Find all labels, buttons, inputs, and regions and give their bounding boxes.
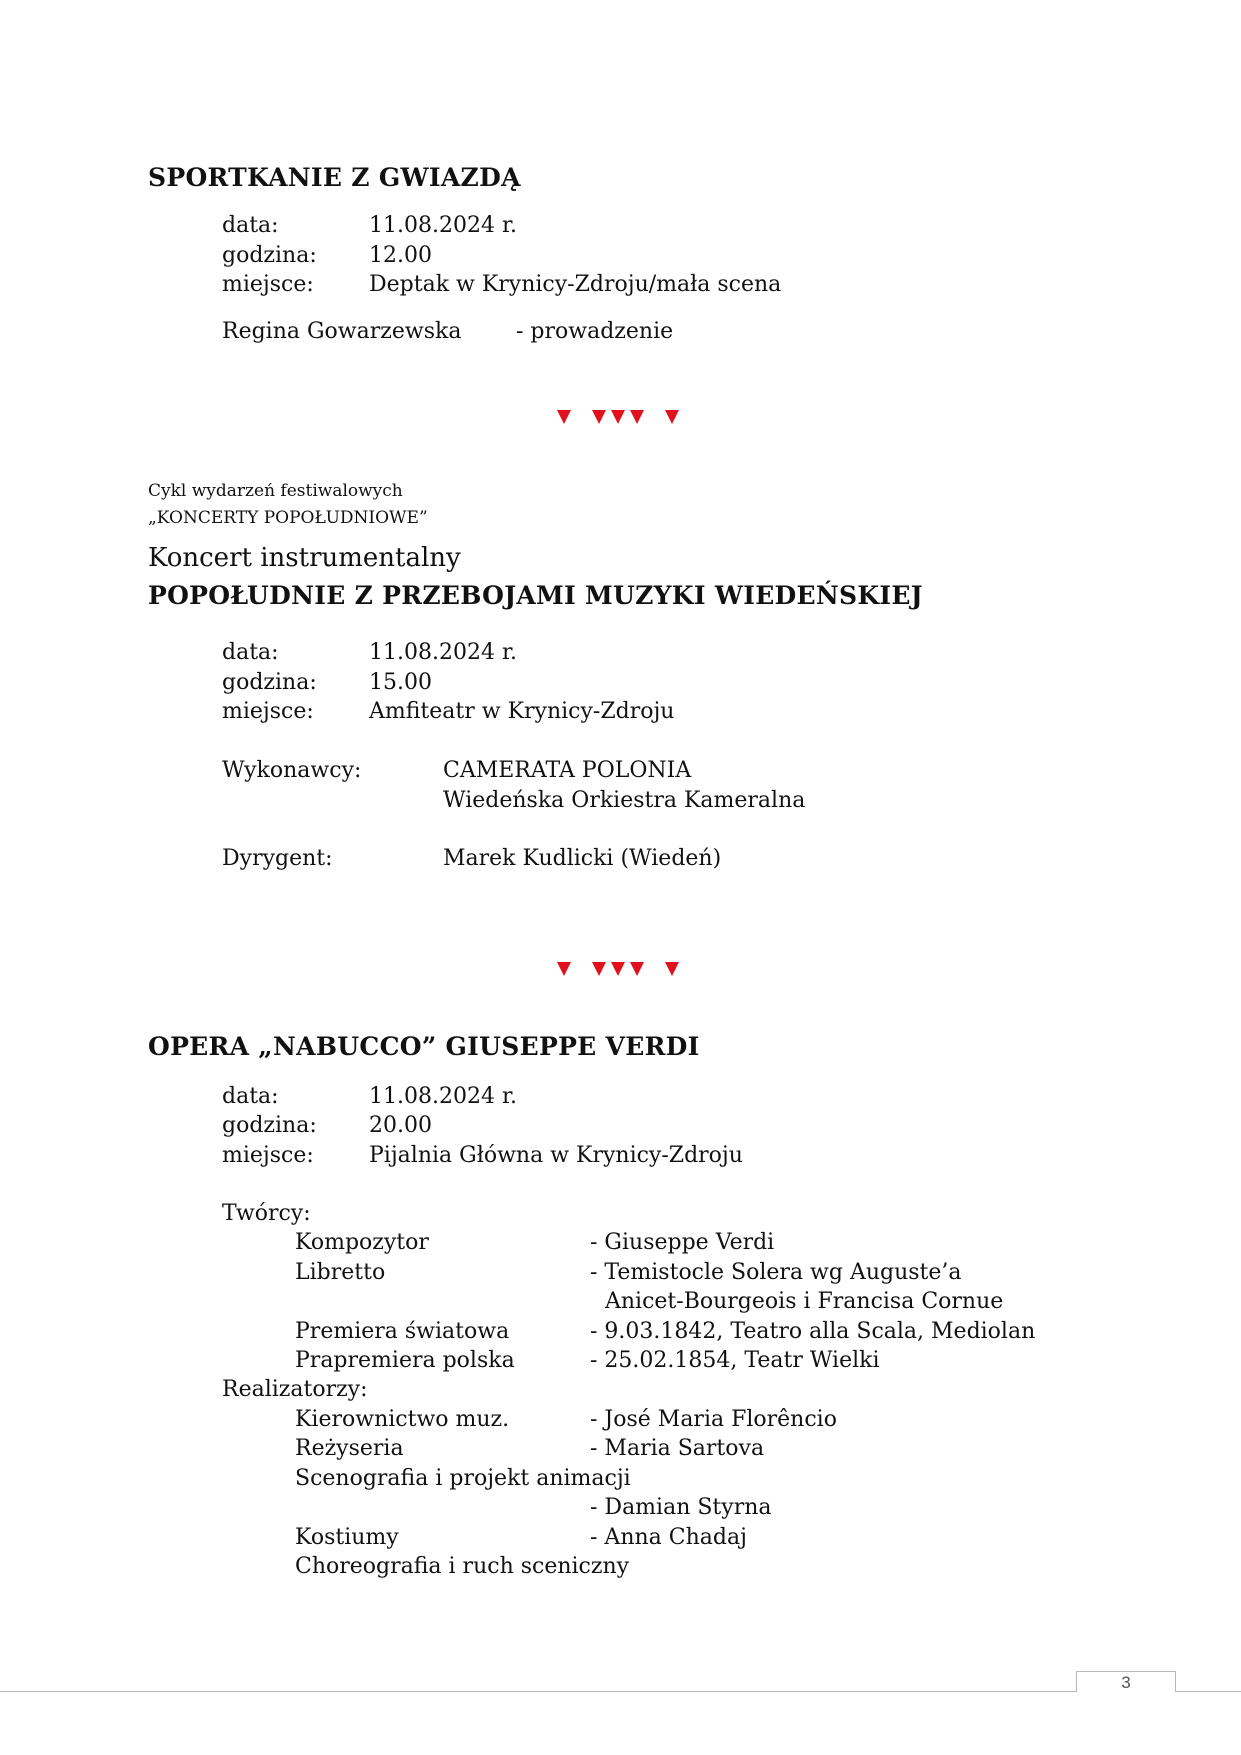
page-number-box [1076, 1671, 1176, 1692]
event3-place: Pijalnia Główna w Krynicy-Zdroju [369, 1143, 743, 1168]
footer-rule-right [1174, 1691, 1241, 1692]
triangle-icon [557, 962, 571, 976]
event3-world-premiere: - 9.03.1842, Teatro alla Scala, Mediolan [590, 1319, 1036, 1344]
red-triangles-separator [555, 410, 685, 430]
event2-date-label: data: [222, 640, 279, 665]
event3-polish-premiere-label: Prapremiera polska [295, 1348, 515, 1373]
event2-conductor: Marek Kudlicki (Wiedeń) [443, 846, 722, 871]
event1-title: SPORTKANIE Z GWIAZDĄ [148, 163, 521, 192]
event3-place-label: miejsce: [222, 1143, 314, 1168]
event3-choreography-label: Choreografia i ruch sceniczny [295, 1554, 630, 1579]
event1-time-label: godzina: [222, 243, 317, 268]
event2-performers-line2: Wiedeńska Orkiestra Kameralna [443, 788, 806, 813]
event2-series-line1: Cykl wydarzeń festiwalowych [148, 481, 403, 501]
event2-series-line2: „KONCERTY POPOŁUDNIOWE” [148, 508, 428, 528]
event2-conductor-label: Dyrygent: [222, 846, 333, 871]
event3-director-label: Reżyseria [295, 1436, 404, 1461]
event3-title: OPERA „NABUCCO” GIUSEPPE VERDI [148, 1032, 700, 1061]
event2-place: Amfiteatr w Krynicy-Zdroju [369, 699, 675, 724]
triangle-icon [592, 962, 606, 976]
event2-title: POPOŁUDNIE Z PRZEBOJAMI MUZYKI WIEDEŃSKIEJ [148, 581, 923, 610]
event1-place-label: miejsce: [222, 272, 314, 297]
event2-time: 15.00 [369, 670, 432, 695]
event3-time: 20.00 [369, 1113, 432, 1138]
event3-music-director-label: Kierownictwo muz. [295, 1407, 510, 1432]
event3-date: 11.08.2024 r. [369, 1084, 518, 1109]
event1-host-role: - prowadzenie [516, 319, 674, 344]
event1-place: Deptak w Krynicy-Zdroju/mała scena [369, 272, 782, 297]
event3-costumes: - Anna Chadaj [590, 1525, 747, 1550]
event3-time-label: godzina: [222, 1113, 317, 1138]
event2-date: 11.08.2024 r. [369, 640, 518, 665]
event2-performers-line1: CAMERATA POLONIA [443, 758, 692, 783]
event2-performers-label: Wykonawcy: [222, 758, 362, 783]
event2-place-label: miejsce: [222, 699, 314, 724]
footer-rule-left [0, 1691, 1076, 1692]
event3-set-design-label: Scenografia i projekt animacji [295, 1466, 631, 1491]
event3-set-design: - Damian Styrna [590, 1495, 772, 1520]
event2-time-label: godzina: [222, 670, 317, 695]
event3-composer: - Giuseppe Verdi [590, 1230, 775, 1255]
event3-world-premiere-label: Premiera światowa [295, 1319, 510, 1344]
event3-director: - Maria Sartova [590, 1436, 765, 1461]
event1-time: 12.00 [369, 243, 432, 268]
event3-composer-label: Kompozytor [295, 1230, 429, 1255]
event3-date-label: data: [222, 1084, 279, 1109]
page-number: 3 [1121, 1673, 1131, 1692]
triangle-icon [665, 962, 679, 976]
triangle-icon [592, 410, 606, 424]
triangle-icon [611, 410, 625, 424]
event3-libretto-line1: - Temistocle Solera wg Auguste’a [590, 1260, 962, 1285]
event3-libretto-label: Libretto [295, 1260, 386, 1285]
event2-subtitle: Koncert instrumentalny [148, 543, 461, 573]
red-triangles-separator [555, 962, 685, 982]
event3-costumes-label: Kostiumy [295, 1525, 399, 1550]
triangle-icon [665, 410, 679, 424]
triangle-icon [611, 962, 625, 976]
event3-creators-label: Twórcy: [222, 1201, 311, 1226]
event3-polish-premiere: - 25.02.1854, Teatr Wielki [590, 1348, 880, 1373]
event1-host-name: Regina Gowarzewska [222, 319, 462, 344]
event3-libretto-line2: Anicet-Bourgeois i Francisa Cornue [605, 1289, 1004, 1314]
triangle-icon [630, 410, 644, 424]
triangle-icon [630, 962, 644, 976]
event3-music-director: - José Maria Florêncio [590, 1407, 837, 1432]
event1-date: 11.08.2024 r. [369, 213, 518, 238]
event1-date-label: data: [222, 213, 279, 238]
event3-production-label: Realizatorzy: [222, 1377, 368, 1402]
triangle-icon [557, 410, 571, 424]
